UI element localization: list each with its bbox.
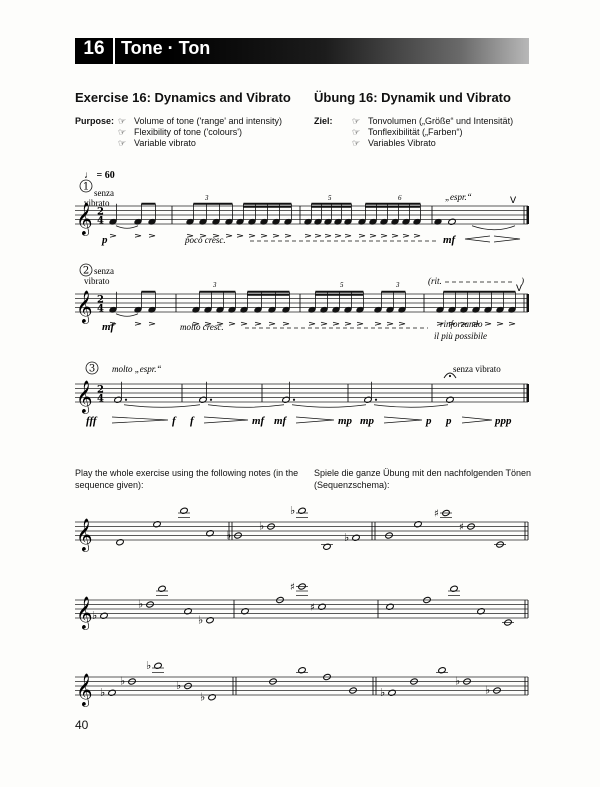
accent-mark xyxy=(485,322,491,325)
accent-mark xyxy=(370,234,376,237)
accent-mark xyxy=(315,234,321,237)
accent-mark xyxy=(135,322,141,325)
dynamic-mark: mf xyxy=(252,415,265,427)
exercise-title-en: Exercise 16: Dynamics and Vibrato xyxy=(75,90,291,105)
time-signature: 4 xyxy=(97,303,104,315)
pointing-hand-icon: ☞ xyxy=(352,116,361,126)
accent-mark xyxy=(509,322,515,325)
line-1-label-vibrato: vibrato xyxy=(84,198,110,208)
decrescendo-hairpin xyxy=(296,417,334,423)
accent-mark xyxy=(309,322,315,325)
accent-mark xyxy=(357,322,363,325)
accent-mark xyxy=(305,234,311,237)
flat-sign: ♭ xyxy=(380,685,386,699)
tie xyxy=(124,405,200,408)
accent-mark xyxy=(269,322,275,325)
pointing-hand-icon: ☞ xyxy=(118,138,127,148)
flat-sign: ♭ xyxy=(198,613,204,627)
flat-sign: ♭ xyxy=(485,683,491,697)
line-number: 1 xyxy=(82,181,90,193)
flat-sign: ♭ xyxy=(290,503,296,517)
pointing-hand-icon: ☞ xyxy=(118,116,127,126)
line-1-label-senza: senza xyxy=(94,188,114,198)
line-number: 2 xyxy=(82,265,90,277)
pointing-hand-icon: ☞ xyxy=(118,127,127,137)
treble-clef: 𝄞 xyxy=(76,673,93,706)
pointing-hand-icon: ☞ xyxy=(352,138,361,148)
accent-mark xyxy=(403,234,409,237)
accent-mark xyxy=(149,234,155,237)
accent-mark xyxy=(399,322,405,325)
accent-mark xyxy=(359,234,365,237)
sharp-sign: ♯ xyxy=(310,602,315,614)
treble-clef: 𝄞 xyxy=(76,596,93,629)
purpose-item: ☞ Variable vibrato xyxy=(118,138,196,148)
time-signature: 2 xyxy=(97,384,104,396)
dynamic-mark: p xyxy=(446,415,452,427)
tie xyxy=(292,405,366,408)
dynamic-mark: ppp xyxy=(495,415,512,427)
page-number: 40 xyxy=(75,718,89,732)
purpose-item: ☞ Flexibility of tone ('colours') xyxy=(118,127,242,137)
treble-clef: 𝄞 xyxy=(76,380,93,413)
pointing-hand-icon: ☞ xyxy=(352,127,361,137)
time-signature: 4 xyxy=(97,393,104,405)
dynamic-text: molto cresc. xyxy=(180,322,224,332)
tuplet-label: 5 xyxy=(328,194,332,202)
line-number: 3 xyxy=(88,363,96,375)
augmentation-dot xyxy=(210,399,212,401)
accent-mark xyxy=(497,322,503,325)
dynamic-mark: mf xyxy=(274,415,287,427)
accent-mark xyxy=(321,322,327,325)
accent-mark xyxy=(381,234,387,237)
line-3-label-senza-vibrato: senza vibrato xyxy=(453,364,501,374)
accent-mark xyxy=(325,234,331,237)
time-signature: 4 xyxy=(97,215,104,227)
treble-clef: 𝄞 xyxy=(76,202,93,235)
flat-sign: ♭ xyxy=(146,658,152,672)
flat-sign: ♭ xyxy=(176,679,182,692)
accent-mark xyxy=(149,322,155,325)
tuplet-label: 5 xyxy=(340,281,344,289)
dynamic-mark: p xyxy=(102,234,108,246)
flat-sign: ♭ xyxy=(259,519,265,533)
purpose-item: ☞ Volume of tone ('range' and intensity) xyxy=(118,116,283,126)
dynamic-mark: mf xyxy=(102,321,115,333)
accent-mark xyxy=(285,234,291,237)
dynamic-mark: fff xyxy=(86,415,97,427)
treble-clef: 𝄞 xyxy=(76,518,93,551)
decrescendo-hairpin xyxy=(494,236,520,242)
dynamic-mark: mf xyxy=(443,234,456,246)
accent-mark xyxy=(135,234,141,237)
flat-sign: ♭ xyxy=(226,528,232,542)
flat-sign: ♭ xyxy=(92,608,98,622)
sharp-sign: ♯ xyxy=(434,508,439,520)
accent-mark xyxy=(273,234,279,237)
accent-mark xyxy=(255,322,261,325)
decrescendo-hairpin xyxy=(384,417,422,423)
dynamic-text: il più possibile xyxy=(434,331,488,341)
dynamic-mark: mp xyxy=(338,415,353,427)
flat-sign: ♭ xyxy=(138,597,144,611)
chapter-title: Tone · Ton xyxy=(121,38,211,58)
sharp-sign: ♯ xyxy=(459,522,464,533)
accent-mark xyxy=(392,234,398,237)
line-2-label-senza: senza xyxy=(94,266,114,276)
expression-rit: (rit. xyxy=(428,276,442,286)
accent-mark xyxy=(249,234,255,237)
accent-mark xyxy=(229,322,235,325)
tempo-mark: ♩ = 60 xyxy=(84,170,115,181)
flat-sign: ♭ xyxy=(344,530,350,544)
sharp-sign: ♯ xyxy=(290,582,295,593)
chapter-number: 16 xyxy=(75,38,115,64)
treble-clef: 𝄞 xyxy=(76,290,93,323)
tuplet-label: 3 xyxy=(396,281,400,289)
crescendo-hairpin xyxy=(465,236,490,242)
tuplet-label: 3 xyxy=(213,281,217,289)
fermata xyxy=(449,375,451,377)
dynamic-mark: p xyxy=(426,415,432,427)
purpose-label-en: Purpose: xyxy=(75,116,115,126)
accent-mark xyxy=(345,234,351,237)
accent-mark xyxy=(335,234,341,237)
accent-mark xyxy=(333,322,339,325)
tuplet-label: 6 xyxy=(398,194,402,202)
tie xyxy=(374,405,448,408)
breath-mark: V xyxy=(510,196,517,206)
augmentation-dot xyxy=(125,399,127,401)
tie xyxy=(208,405,284,408)
purpose-label-de: Ziel: xyxy=(314,116,333,126)
exercise-title-de: Übung 16: Dynamik und Vibrato xyxy=(314,90,511,105)
accent-mark xyxy=(283,322,289,325)
final-barline xyxy=(527,206,530,224)
decrescendo-hairpin xyxy=(462,417,492,423)
purpose-item: ☞ Tonvolumen („Größe“ und Intensität) xyxy=(352,116,514,126)
line-3-label-espr: molto „espr.“ xyxy=(112,364,162,374)
purpose-item: ☞ Tonflexibilität („Farben“) xyxy=(352,127,463,137)
decrescendo-hairpin xyxy=(204,417,248,423)
augmentation-dot xyxy=(293,399,295,401)
time-signature: 2 xyxy=(97,294,104,306)
time-signature: 2 xyxy=(97,206,104,218)
accent-mark xyxy=(110,234,116,237)
slur xyxy=(472,226,515,230)
decrescendo-hairpin xyxy=(112,417,168,423)
accent-mark xyxy=(414,234,420,237)
accent-mark xyxy=(241,322,247,325)
expression-espr: „espr.“ xyxy=(445,192,472,202)
accent-mark xyxy=(387,322,393,325)
instruction-en: Play the whole exercise using the following notes (in the sequence given): xyxy=(75,468,299,490)
flat-sign: ♭ xyxy=(200,690,206,704)
breath-mark: V xyxy=(516,284,523,294)
flat-sign: ♭ xyxy=(100,685,106,699)
dynamic-mark: f xyxy=(172,415,176,427)
tuplet-label: 3 xyxy=(205,194,209,202)
augmentation-dot xyxy=(375,399,377,401)
accent-mark xyxy=(237,234,243,237)
line-2-label-vibrato: vibrato xyxy=(84,276,110,286)
tie xyxy=(116,226,138,229)
flat-sign: ♭ xyxy=(455,674,461,688)
accent-mark xyxy=(261,234,267,237)
purpose-item: ☞ Variables Vibrato xyxy=(352,138,436,148)
dynamic-text: rinforzando xyxy=(440,319,483,329)
accent-mark xyxy=(375,322,381,325)
tie xyxy=(116,314,138,317)
final-barline xyxy=(527,294,530,312)
accent-mark xyxy=(226,234,232,237)
expression-rit-end: ) xyxy=(521,276,524,286)
dynamic-mark: mp xyxy=(360,415,375,427)
instruction-de: Spiele die ganze Übung mit den nachfolgenden Tönen (Sequenzschema): xyxy=(314,468,531,490)
flat-sign: ♭ xyxy=(120,674,126,688)
dynamic-mark: f xyxy=(190,415,194,427)
accent-mark xyxy=(345,322,351,325)
dynamic-text: poco cresc. xyxy=(185,235,226,245)
final-barline xyxy=(527,384,530,402)
